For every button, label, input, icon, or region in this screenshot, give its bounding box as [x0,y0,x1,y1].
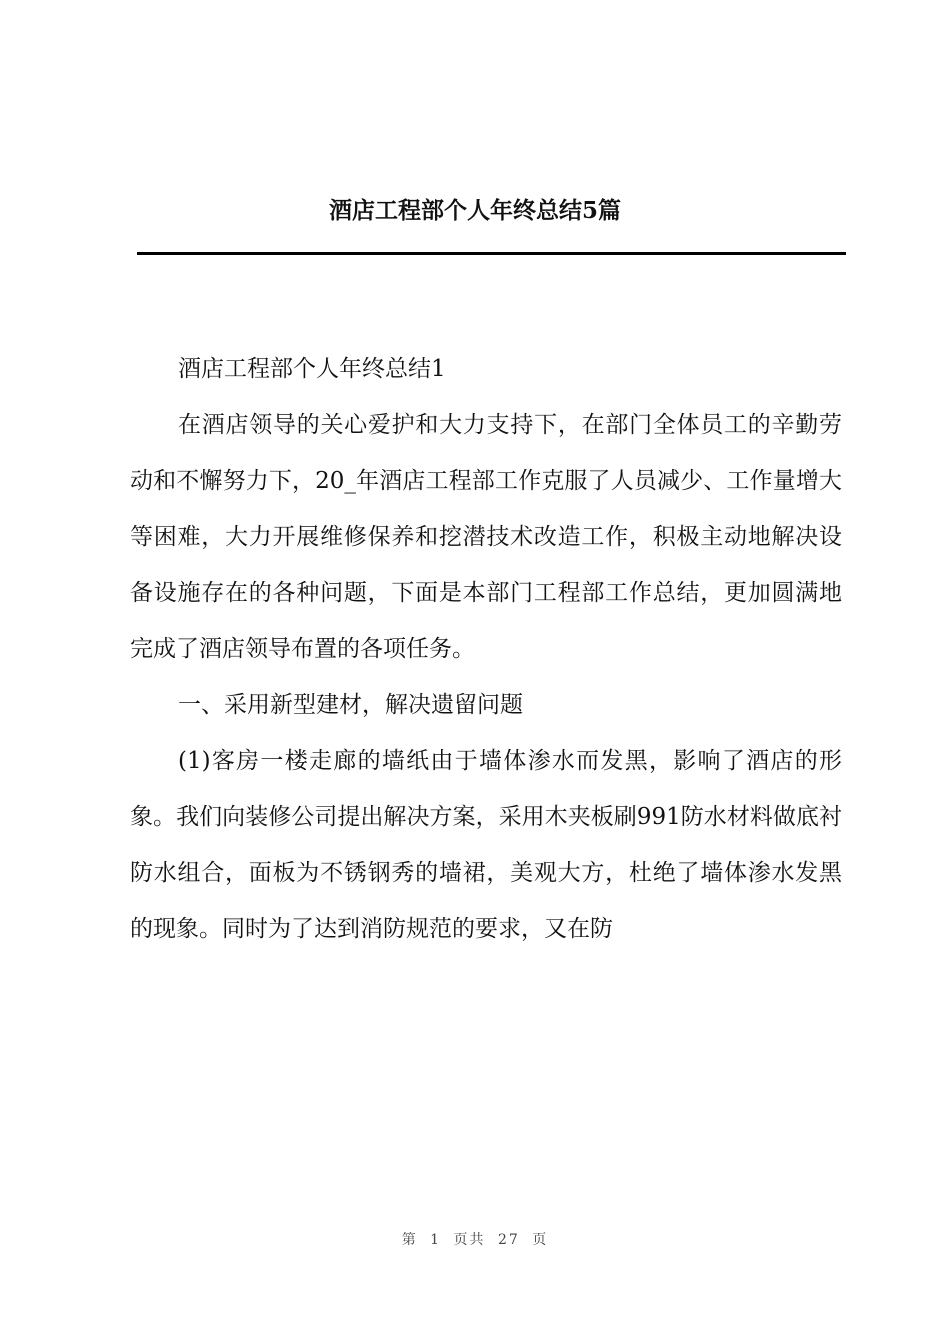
section-heading-2: 一、采用新型建材，解决遗留问题 [178,692,523,718]
paragraph-item-1: (1)客房一楼走廊的墙纸由于墙体渗水而发黑，影响了酒店的形象。我们向装修公司提出解决方案，采用木夹板刷991防水材料做底衬防水组合，面板为不锈钢秀的墙裙，美观大方，杜绝了墙体渗水发黑的现象。同时为了达到消防规范的要求，又在防 [130,748,842,942]
title-underline [137,252,846,255]
page-number-footer: 第 1 页共 27 页 [401,1232,549,1248]
section-heading-1: 酒店工程部个人年终总结1 [178,356,446,382]
document-body [130,341,842,957]
document-title: 酒店工程部个人年终总结5篇 [328,197,621,224]
paragraph-intro: 在酒店领导的关心爱护和大力支持下，在部门全体员工的辛勤劳动和不懈努力下，20_年酒店工程部工作克服了人员减少、工作量增大等困难，大力开展维修保养和挖潜技术改造工作，积极主动地解决设备设施存在的各种问题，下面是本部门工程部工作总结，更加圆满地完成了酒店领导布置的各项任务。 [130,412,842,662]
